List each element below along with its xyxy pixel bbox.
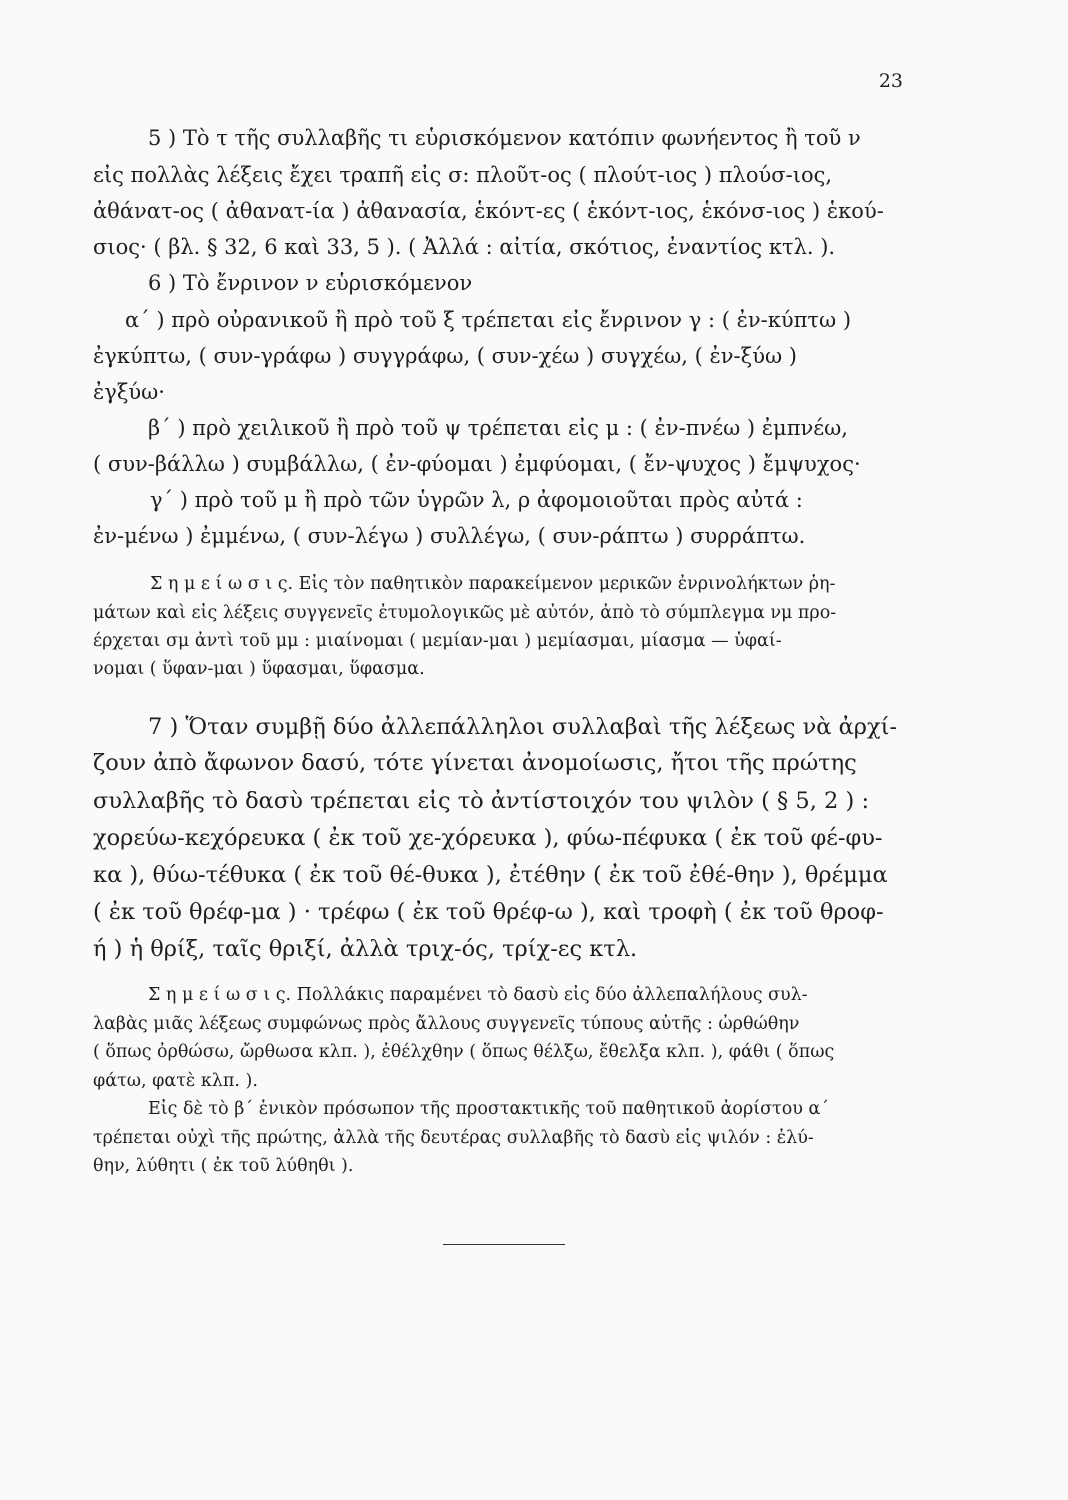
section7-line-5: κα ), θύω-τέθυκα ( ἐκ τοῦ θέ-θυκα ), ἐτέθην ( ἐκ τοῦ ἐθέ-θην ), θρέμμα (93, 862, 888, 888)
section6-line-2: α΄ ) πρὸ οὐρανικοῦ ἢ πρὸ τοῦ ξ τρέπεται εἰς ἔνρινον γ : ( ἐν-κύπτω ) (125, 308, 852, 332)
section6-line-6: ( συν-βάλλω ) συμβάλλω, ( ἐν-φύομαι ) ἐμφύομαι, ( ἔν-ψυχος ) ἔμψυχος· (93, 452, 861, 476)
note2-line-4: φάτω, φατὲ κλπ. ). (93, 1071, 258, 1091)
section5-line-4: σιος· ( βλ. § 32, 6 καὶ 33, 5 ). ( Ἀλλά : αἰτία, σκότιος, ἐναντίος κτλ. ). (93, 235, 836, 259)
section6-line-3: ἐγκύπτω, ( συν-γράφω ) συγγράφω, ( συν-χέω ) συγχέω, ( ἐν-ξύω ) (93, 344, 797, 368)
note2-line-5: Εἰς δὲ τὸ β΄ ἑνικὸν πρόσωπον τῆς προστακτικῆς τοῦ παθητικοῦ ἀορίστου α΄ (148, 1099, 830, 1119)
section7-line-3: συλλαβῆς τὸ δασὺ τρέπεται εἰς τὸ ἀντίστοιχόν του ψιλὸν ( § 5, 2 ) : (93, 788, 870, 814)
note1-line-1: Σ η μ ε ί ω σ ι ς. Εἰς τὸν παθητικὸν παρακείμενον μερικῶν ἐνρινολήκτων ῥη- (150, 574, 836, 594)
note2-line-2: λαβὰς μιᾶς λέξεως συμφώνως πρὸς ἄλλους συγγενεῖς τύπους αὐτῆς : ὠρθώθην (93, 1014, 800, 1034)
section7-line-2: ζουν ἀπὸ ἄφωνον δασύ, τότε γίνεται ἀνομοίωσις, ἤτοι τῆς πρώτης (93, 750, 857, 776)
note1-line-4: νομαι ( ὕφαν-μαι ) ὕφασμαι, ὕφασμα. (93, 659, 425, 679)
section6-line-1: 6 ) Τὸ ἔνρινον ν εὑρισκόμενον (148, 271, 473, 295)
section5-line-1: 5 ) Τὸ τ τῆς συλλαβῆς τι εὑρισκόμενον κατόπιν φωνήεντος ἢ τοῦ ν (148, 126, 861, 150)
section7-line-7: ή ) ἡ θρίξ, ταῖς θριξί, ἀλλὰ τριχ-ός, τρίχ-ες κτλ. (93, 936, 638, 962)
note2-line-1: Σ η μ ε ί ω σ ι ς. Πολλάκις παραμένει τὸ δασὺ εἰς δύο ἀλλεπαλήλους συλ- (148, 985, 808, 1005)
section5-line-2: εἰς πολλὰς λέξεις ἔχει τραπῆ εἰς σ: πλοῦτ-ος ( πλούτ-ιος ) πλούσ-ιος, (93, 163, 833, 187)
page-number: 23 (878, 70, 903, 92)
section6-line-7: γ΄ ) πρὸ τοῦ μ ἢ πρὸ τῶν ὑγρῶν λ, ρ ἀφομοιοῦται πρὸς αὐτά : (150, 488, 803, 512)
section6-line-4: ἐγξύω· (93, 380, 165, 404)
note2-line-7: θην, λύθητι ( ἐκ τοῦ λύθηθι ). (93, 1156, 354, 1176)
note1-line-2: μάτων καὶ εἰς λέξεις συγγενεῖς ἐτυμολογικῶς μὲ αὐτόν, ἀπὸ τὸ σύμπλεγμα νμ προ- (93, 603, 837, 623)
section7-line-1: 7 ) Ὅταν συμβῇ δύο ἀλλεπάλληλοι συλλαβαὶ τῆς λέξεως νὰ ἀρχί- (148, 714, 898, 740)
note1-line-3: έρχεται σμ ἀντὶ τοῦ μμ : μιαίνομαι ( μεμίαν-μαι ) μεμίασμαι, μίασμα — ὑφαί- (93, 631, 782, 651)
section7-line-4: χορεύω-κεχόρευκα ( ἐκ τοῦ χε-χόρευκα ), φύω-πέφυκα ( ἐκ τοῦ φέ-φυ- (93, 825, 883, 851)
note2-line-3: ( ὅπως ὀρθώσω, ὤρθωσα κλπ. ), ἐθέλχθην ( ὅπως θέλξω, ἔθελξα κλπ. ), φάθι ( ὅπως (93, 1042, 835, 1062)
section6-line-8: ἐν-μένω ) ἐμμένω, ( συν-λέγω ) συλλέγω, ( συν-ράπτω ) συρράπτω. (93, 524, 806, 548)
section7-line-6: ( ἐκ τοῦ θρέφ-μα ) · τρέφω ( ἐκ τοῦ θρέφ-ω ), καὶ τροφὴ ( ἐκ τοῦ θροφ- (93, 899, 884, 925)
section5-line-3: ἀθάνατ-ος ( ἀθανατ-ία ) ἀθανασία, ἑκόντ-ες ( ἑκόντ-ιος, ἑκόνσ-ιος ) ἑκού- (93, 199, 884, 223)
note2-line-6: τρέπεται οὐχὶ τῆς πρώτης, ἀλλὰ τῆς δευτέρας συλλαβῆς τὸ δασὺ εἰς ψιλόν : ἐλύ- (93, 1128, 814, 1148)
section6-line-5: β΄ ) πρὸ χειλικοῦ ἢ πρὸ τοῦ ψ τρέπεται εἰς μ : ( ἐν-πνέω ) ἐμπνέω, (148, 416, 848, 440)
end-rule-divider (443, 1244, 565, 1245)
